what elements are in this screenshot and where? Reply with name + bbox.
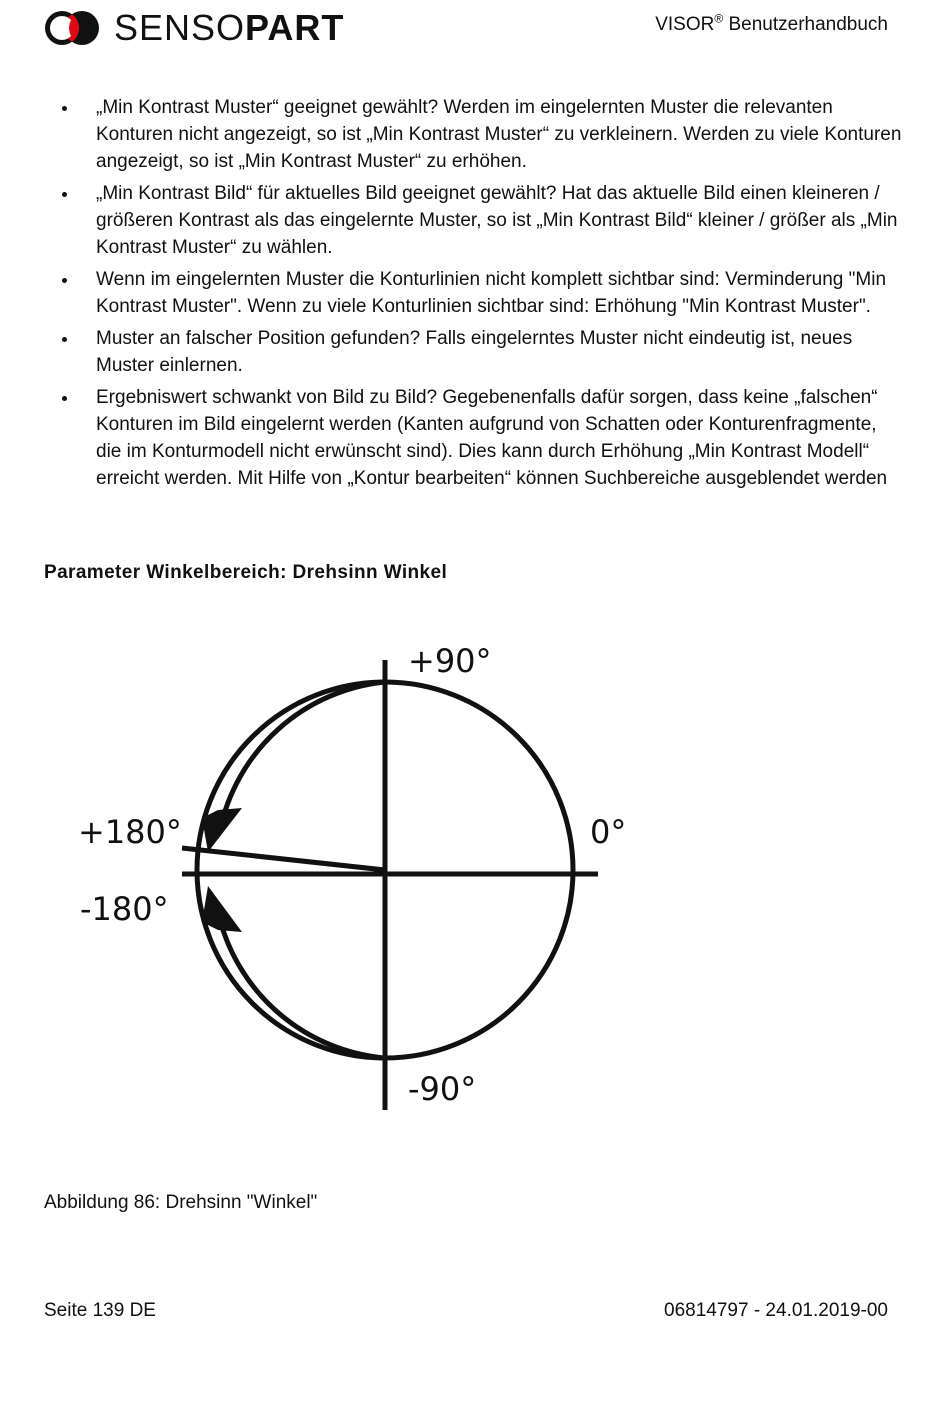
rotation-diagram-svg (70, 630, 630, 1120)
lower-arrowhead-icon (202, 886, 242, 932)
label-minus-180: -180° (80, 890, 169, 928)
troubleshooting-list (44, 94, 904, 497)
document-title (655, 11, 888, 36)
upper-rotation-arrow (220, 682, 385, 830)
bullet-icon (62, 106, 67, 111)
list-item-text: „Min Kontrast Muster“ geeignet gewählt? Werden im eingelernten Muster die relevanten Konturen nicht angezeigt, so ist „Min Kontrast Muster“ zu verkleinern. Werden zu viele Konturen angezeigt, so ist „Min Kontrast Muster“ zu erhöhen. (96, 97, 902, 172)
angle-180-ray (182, 848, 385, 870)
rotation-direction-diagram (70, 630, 630, 1120)
label-zero: 0° (590, 813, 627, 851)
page-number: Seite 139 DE (44, 1300, 156, 1321)
list-item (44, 266, 904, 320)
brand-name (114, 8, 344, 48)
bullet-icon (62, 192, 67, 197)
figure-caption: Abbildung 86: Drehsinn "Winkel" (44, 1192, 318, 1213)
registered-mark: ® (714, 11, 724, 26)
bullet-icon (62, 396, 67, 401)
label-plus-90: +90° (408, 642, 492, 680)
bullet-icon (62, 278, 67, 283)
brand-name-bold: PART (245, 7, 345, 48)
list-item (44, 180, 904, 261)
document-id: 06814797 - 24.01.2019-00 (664, 1300, 888, 1321)
brand-name-light: SENSO (114, 7, 246, 48)
sensopart-logo-icon (44, 10, 100, 46)
list-item-text: Muster an falscher Position gefunden? Falls eingelerntes Muster nicht eindeutig ist, neues Muster einlernen. (96, 328, 853, 376)
sensopart-logo (44, 8, 344, 48)
label-minus-90: -90° (408, 1070, 477, 1108)
bullet-icon (62, 337, 67, 342)
document-title-suffix: Benutzerhandbuch (723, 14, 888, 35)
list-item (44, 325, 904, 379)
document-title-product: VISOR (655, 14, 715, 35)
section-heading: Parameter Winkelbereich: Drehsinn Winkel (44, 562, 448, 583)
upper-arrowhead-icon (202, 808, 242, 852)
list-item (44, 384, 904, 492)
list-item (44, 94, 904, 175)
list-item-text: Wenn im eingelernten Muster die Konturlinien nicht komplett sichtbar sind: Verminderung "Min Kontrast Muster". Wenn zu viele Konturlinien sichtbar sind: Erhöhung "Min Kontrast Muster". (96, 269, 887, 317)
list-item-text: „Min Kontrast Bild“ für aktuelles Bild geeignet gewählt? Hat das aktuelle Bild einen kleineren / größeren Kontrast als das eingelernte Muster, so ist „Min Kontrast Bild“ kleiner / größer als „Min Kontrast Muster“ zu wählen. (96, 183, 898, 258)
label-plus-180: +180° (78, 813, 182, 851)
list-item-text: Ergebniswert schwankt von Bild zu Bild? Gegebenenfalls dafür sorgen, dass keine „falschen“ Konturen im Bild eingelernt werden (Kanten aufgrund von Schatten oder Konturenfragmente, die im Konturmodell nicht erwünscht sind). Dies kann durch Erhöhung „Min Kontrast Modell“ erreicht werden. Mit Hilfe von „Kontur bearbeiten“ können Suchbereiche ausgeblendet werden (96, 387, 888, 489)
